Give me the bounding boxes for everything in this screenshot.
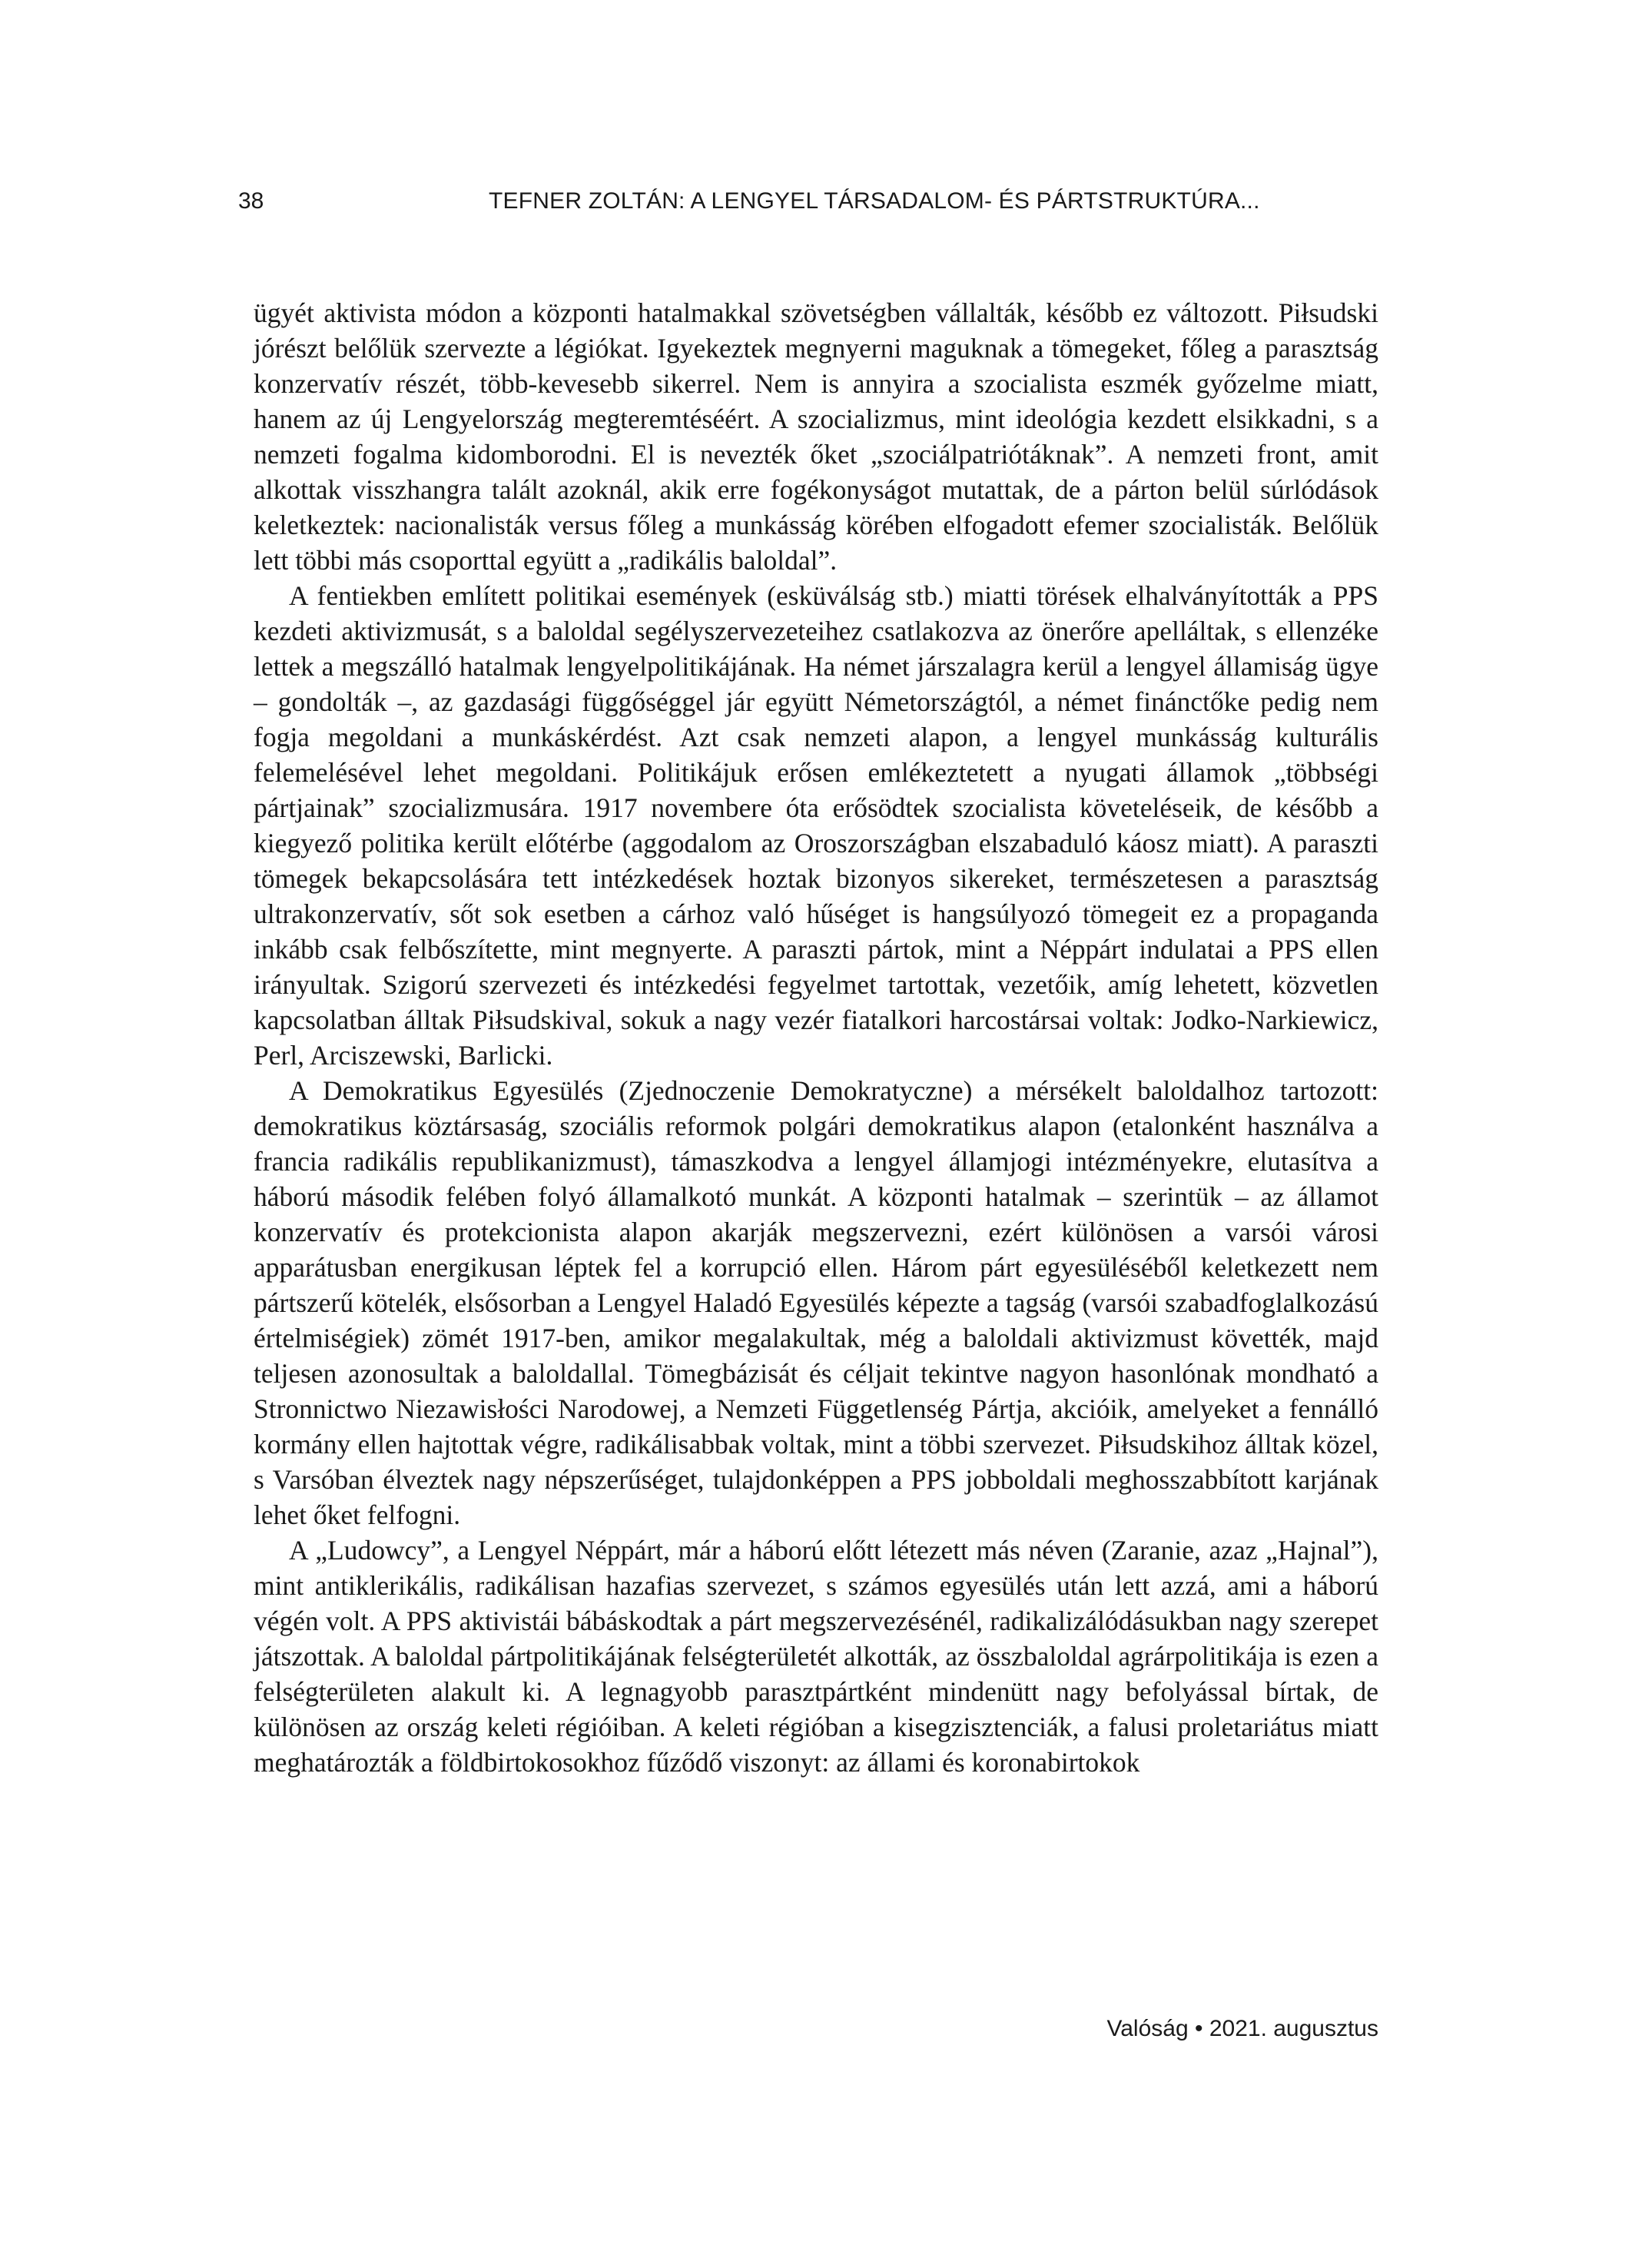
running-header <box>238 186 1378 217</box>
paragraph-1: ügyét aktivista módon a központi hatalmakkal szövetségben vállalták, később ez változott. Piłsudski jórészt belőlük szervezte a légiókat. Igyekeztek megnyerni maguknak a tömegeket, főleg a parasztság konzervatív részét, több-kevesebb sikerrel. Nem is annyira a szocialista eszmék győzelme miatt, hanem az új Lengyelország megteremtéséért. A szocializmus, mint ideológia kezdett elsikkadni, s a nemzeti fogalma kidomborodni. El is nevezték őket „szociálpatriótáknak”. A nemzeti front, amit alkottak visszhangra talált azoknál, akik erre fogékonyságot mutattak, de a párton belül súrlódások keletkeztek: nacionalisták versus főleg a munkásság körében elfogadott efemer szocialisták. Belőlük lett többi más csoporttal együtt a „radikális baloldal”. <box>254 297 1378 576</box>
paragraph-4: A „Ludowcy”, a Lengyel Néppárt, már a háború előtt létezett más néven (Zaranie, azaz „Hajnal”), mint antiklerikális, radikálisan hazafias szervezet, s számos egyesülés után lett azzá, ami a háború végén volt. A PPS aktivistái bábáskodtak a párt megszervezésénél, radikalizálódásukban nagy szerepet játszottak. A baloldal pártpolitikájának felségterületét alkották, az összbaloldal agrárpolitikája is ezen a felségterületen alakult ki. A legnagyobb parasztpártként mindenütt nagy befolyással bírtak, de különösen az ország keleti régióiban. A keleti régióban a kisegzisztenciák, a falusi proletariátus miatt meghatározták a földbirtokosokhoz fűződő viszonyt: az állami és koronabirtokok <box>254 1535 1378 1778</box>
running-footer: Valóság • 2021. augusztus <box>1106 2016 1378 2041</box>
paragraph-3: A Demokratikus Egyesülés (Zjednoczenie Demokratyczne) a mérsékelt baloldalhoz tartozott: demokratikus köztársaság, szociális reformok polgári demokratikus alapon (etalonként használva a francia radikális republikanizmust), támaszkodva a lengyel államjogi intézményekre, elutasítva a háború második felében folyó államalkotó munkát. A központi hatalmak – szerintük – az államot konzervatív és protekcionista alapon akarják megszervezni, ezért különösen a varsói városi apparátusban energikusan léptek fel a korrupció ellen. Három párt egyesüléséből keletkezett nem pártszerű kötelék, elsősorban a Lengyel Haladó Egyesülés képezte a tagság (varsói szabadfoglalkozású értelmiségiek) zömét 1917-ben, amikor megalakultak, még a baloldali aktivizmust követték, majd teljesen azonosultak a baloldallal. Tömegbázisát és céljait tekintve nagyon hasonlónak mondható a Stronnictwo Niezawisłości Narodowej, a Nemzeti Függetlenség Pártja, akcióik, amelyeket a fennálló kormány ellen hajtottak végre, radikálisabbak voltak, mint a többi szervezet. Piłsudskihoz álltak közel, s Varsóban élveztek nagy népszerűséget, tulajdonképpen a PPS jobboldali meghosszabbított karjának lehet őket felfogni. <box>254 1075 1378 1530</box>
paragraph-2: A fentiekben említett politikai események (esküválság stb.) miatti törések elhalványították a PPS kezdeti aktivizmusát, s a baloldal segélyszervezeteihez csatlakozva az önerőre apelláltak, s ellenzéke lettek a megszálló hatalmak lengyelpolitikájának. Ha német járszalagra kerül a lengyel államiság ügye – gondolták –, az gazdasági függőséggel jár együtt Németországtól, a német finánctőke pedig nem fogja megoldani a munkáskérdést. Azt csak nemzeti alapon, a lengyel munkásság kulturális felemelésével lehet megoldani. Politikájuk erősen emlékeztetett a nyugati államok „többségi pártjainak” szocializmusára. 1917 novembere óta erősödtek szocialista követeléseik, de később a kiegyező politika került előtérbe (aggodalom az Oroszországban elszabaduló káosz miatt). A paraszti tömegek bekapcsolására tett intézkedések hoztak bizonyos sikereket, természetesen a parasztság ultrakonzervatív, sőt sok esetben a cárhoz való hűséget is hangsúlyozó tömegeit ez a propaganda inkább csak felbőszítette, mint megnyerte. A paraszti pártok, mint a Néppárt indulatai a PPS ellen irányultak. Szigorú szervezeti és intézkedési fegyelmet tartottak, vezetőik, amíg lehetett, közvetlen kapcsolatban álltak Piłsudskival, sokuk a nagy vezér fiatalkori harcostársai voltak: Jodko-Narkiewicz, Perl, Arciszewski, Barlicki. <box>254 580 1378 1071</box>
page-number: 38 <box>238 188 264 214</box>
running-title: TEFNER ZOLTÁN: A LENGYEL TÁRSADALOM- ÉS PÁRTSTRUKTÚRA... <box>489 188 1260 214</box>
article-body <box>254 295 1378 1780</box>
